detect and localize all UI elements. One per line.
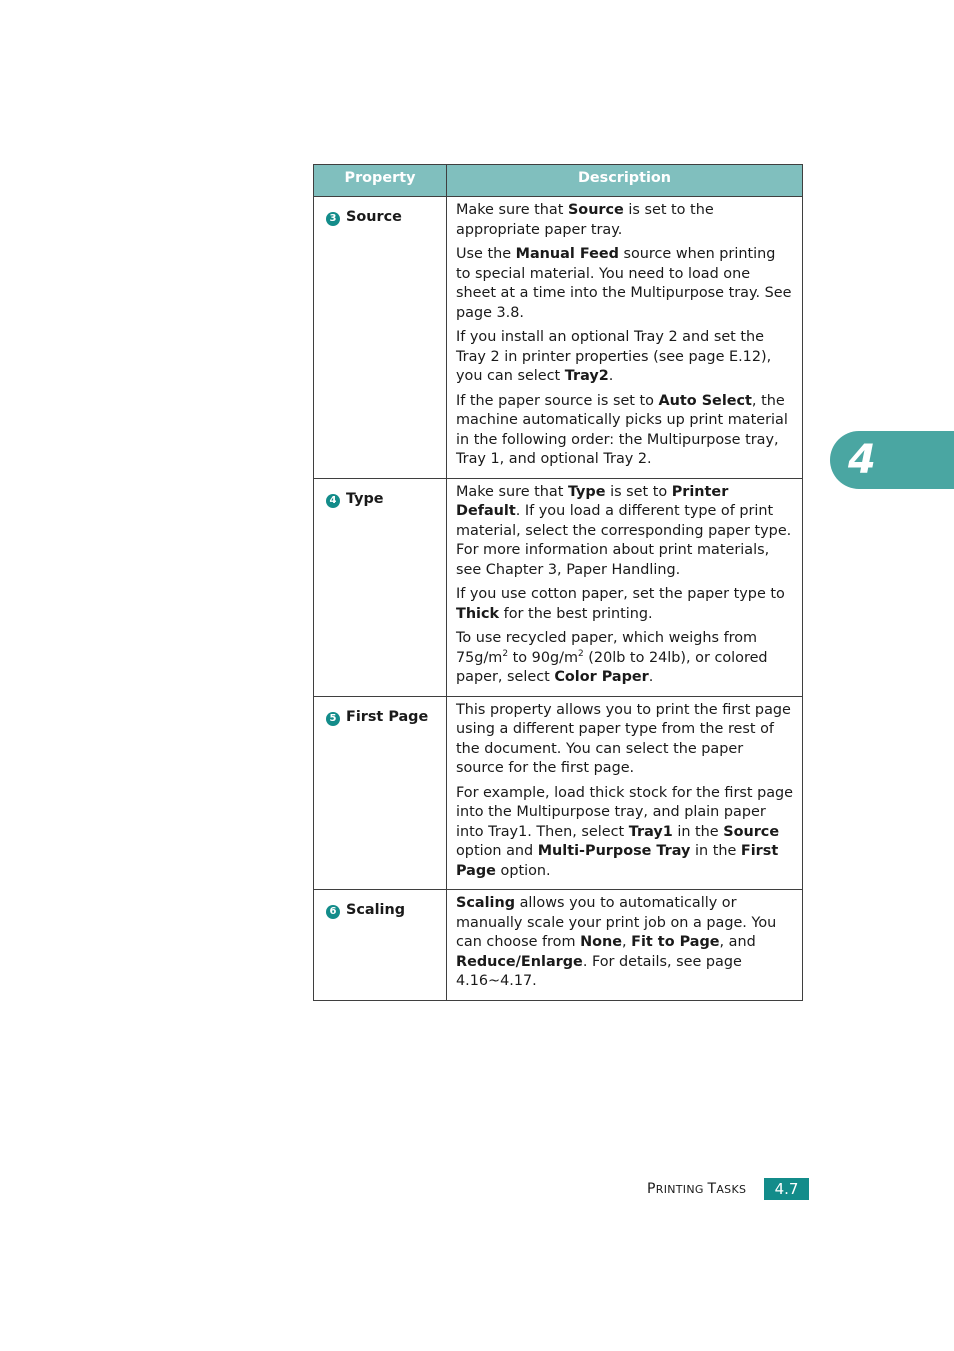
description-paragraph <box>456 784 794 882</box>
description-paragraph <box>456 201 794 240</box>
header-property: Property <box>314 165 447 197</box>
property-name: Type <box>346 490 384 507</box>
text-run: source when printing to special material. You need to load one sheet at a time into the Multipurpose tray. See page 3.8. <box>456 246 792 321</box>
description-paragraph <box>456 894 794 992</box>
description-paragraph <box>456 328 794 387</box>
text-run: is set to the appropriate paper tray. <box>456 202 714 238</box>
description-cell <box>447 478 803 696</box>
bold-term: Manual Feed <box>515 246 619 262</box>
text-run: . <box>608 368 614 384</box>
bold-term: Auto Select <box>658 392 752 409</box>
footer-title-rest-2: ASKS <box>716 1183 747 1196</box>
step-number-badge: 3 <box>326 212 340 226</box>
footer-section-title <box>647 1178 746 1201</box>
text-run: Make sure that <box>456 483 568 500</box>
description-paragraph <box>456 392 794 470</box>
bold-term: Source <box>723 823 780 840</box>
chapter-tab <box>830 431 954 489</box>
bold-term: Fit to Page <box>631 934 720 950</box>
text-run: is set to <box>605 483 672 500</box>
bold-term: Multi-Purpose Tray <box>537 843 691 859</box>
table-row <box>314 478 803 696</box>
description-paragraph <box>456 483 794 581</box>
bold-term: Thick <box>456 605 500 622</box>
table-row <box>314 197 803 479</box>
chapter-number: 4 <box>848 437 876 483</box>
text-run: option. <box>495 862 551 879</box>
bold-term: Reduce/Enlarge <box>456 953 583 970</box>
bold-term: Color Paper <box>554 669 649 685</box>
text-run: . If you load a different type of print material, select the corresponding paper type. For more information about print materials, see Chapter 3, Paper Handling. <box>456 503 792 578</box>
property-cell <box>314 696 447 890</box>
text-run: . <box>648 669 654 685</box>
text-run: This property allows you to print the first page using a different paper type from the rest of the document. You can select the paper source for the first page. <box>456 701 791 776</box>
step-number-badge: 6 <box>326 905 340 919</box>
property-cell <box>314 478 447 696</box>
table-header-row <box>314 165 803 197</box>
text-run: to 90g/m <box>508 649 578 666</box>
table-body <box>314 197 803 1001</box>
footer-title-initial-1: P <box>647 1181 656 1197</box>
footer-title-rest-1: RINTING <box>655 1183 708 1196</box>
text-run: in the <box>690 843 741 859</box>
text-run: If the paper source is set to <box>456 392 659 409</box>
bold-term: Printer Default <box>456 483 729 519</box>
table-row <box>314 696 803 890</box>
bold-term: Tray1 <box>628 823 673 840</box>
header-description: Description <box>447 165 803 197</box>
text-run: For example, load thick stock for the first page into the Multipurpose tray, and plain paper into Tray1. Then, select <box>456 784 794 840</box>
step-number-badge: 5 <box>326 712 340 726</box>
bold-term: Tray2 <box>564 368 609 384</box>
text-run: , <box>622 934 632 950</box>
text-run: for the best printing. <box>499 605 653 622</box>
text-run: in the <box>672 823 724 840</box>
property-table <box>313 164 803 1001</box>
description-cell <box>447 197 803 479</box>
bold-term: Type <box>567 483 606 500</box>
superscript: 2 <box>502 648 509 659</box>
text-run: If you use cotton paper, set the paper type to <box>456 586 785 602</box>
property-name: First Page <box>346 708 429 725</box>
text-run: (20lb to 24lb), or colored paper, select <box>456 649 768 685</box>
description-paragraph <box>456 245 794 323</box>
step-number-badge: 4 <box>326 494 340 508</box>
property-name: Scaling <box>346 902 406 918</box>
description-cell <box>447 696 803 890</box>
text-run: allows you to automatically or manually scale your print job on a page. You can choose from <box>456 895 777 950</box>
page-number: 4.7 <box>764 1178 809 1200</box>
description-paragraph <box>456 585 794 624</box>
description-cell <box>447 890 803 1001</box>
property-cell <box>314 197 447 479</box>
superscript: 2 <box>577 648 584 659</box>
text-run: . For details, see page 4.16~4.17. <box>456 953 742 989</box>
property-cell <box>314 890 447 1001</box>
text-run: Use the <box>456 246 516 262</box>
description-paragraph <box>456 629 794 688</box>
property-name: Source <box>346 209 402 225</box>
text-run: Make sure that <box>456 202 568 218</box>
text-run: , the machine automatically picks up print material in the following order: the Multipurpose tray, Tray 1, and optional Tray 2. <box>456 392 788 467</box>
bold-term: First Page <box>456 843 779 879</box>
text-run: option and <box>456 843 538 859</box>
table-row <box>314 890 803 1001</box>
bold-term: Scaling <box>456 895 516 911</box>
description-paragraph <box>456 701 794 779</box>
text-run: To use recycled paper, which weighs from 75g/m <box>456 630 758 666</box>
text-run: If you install an optional Tray 2 and set the Tray 2 in printer properties (see page E.12), you can select <box>456 329 772 384</box>
footer-title-initial-2: T <box>707 1181 717 1197</box>
text-run: , and <box>719 934 756 950</box>
bold-term: Source <box>567 202 624 218</box>
bold-term: None <box>580 934 622 950</box>
